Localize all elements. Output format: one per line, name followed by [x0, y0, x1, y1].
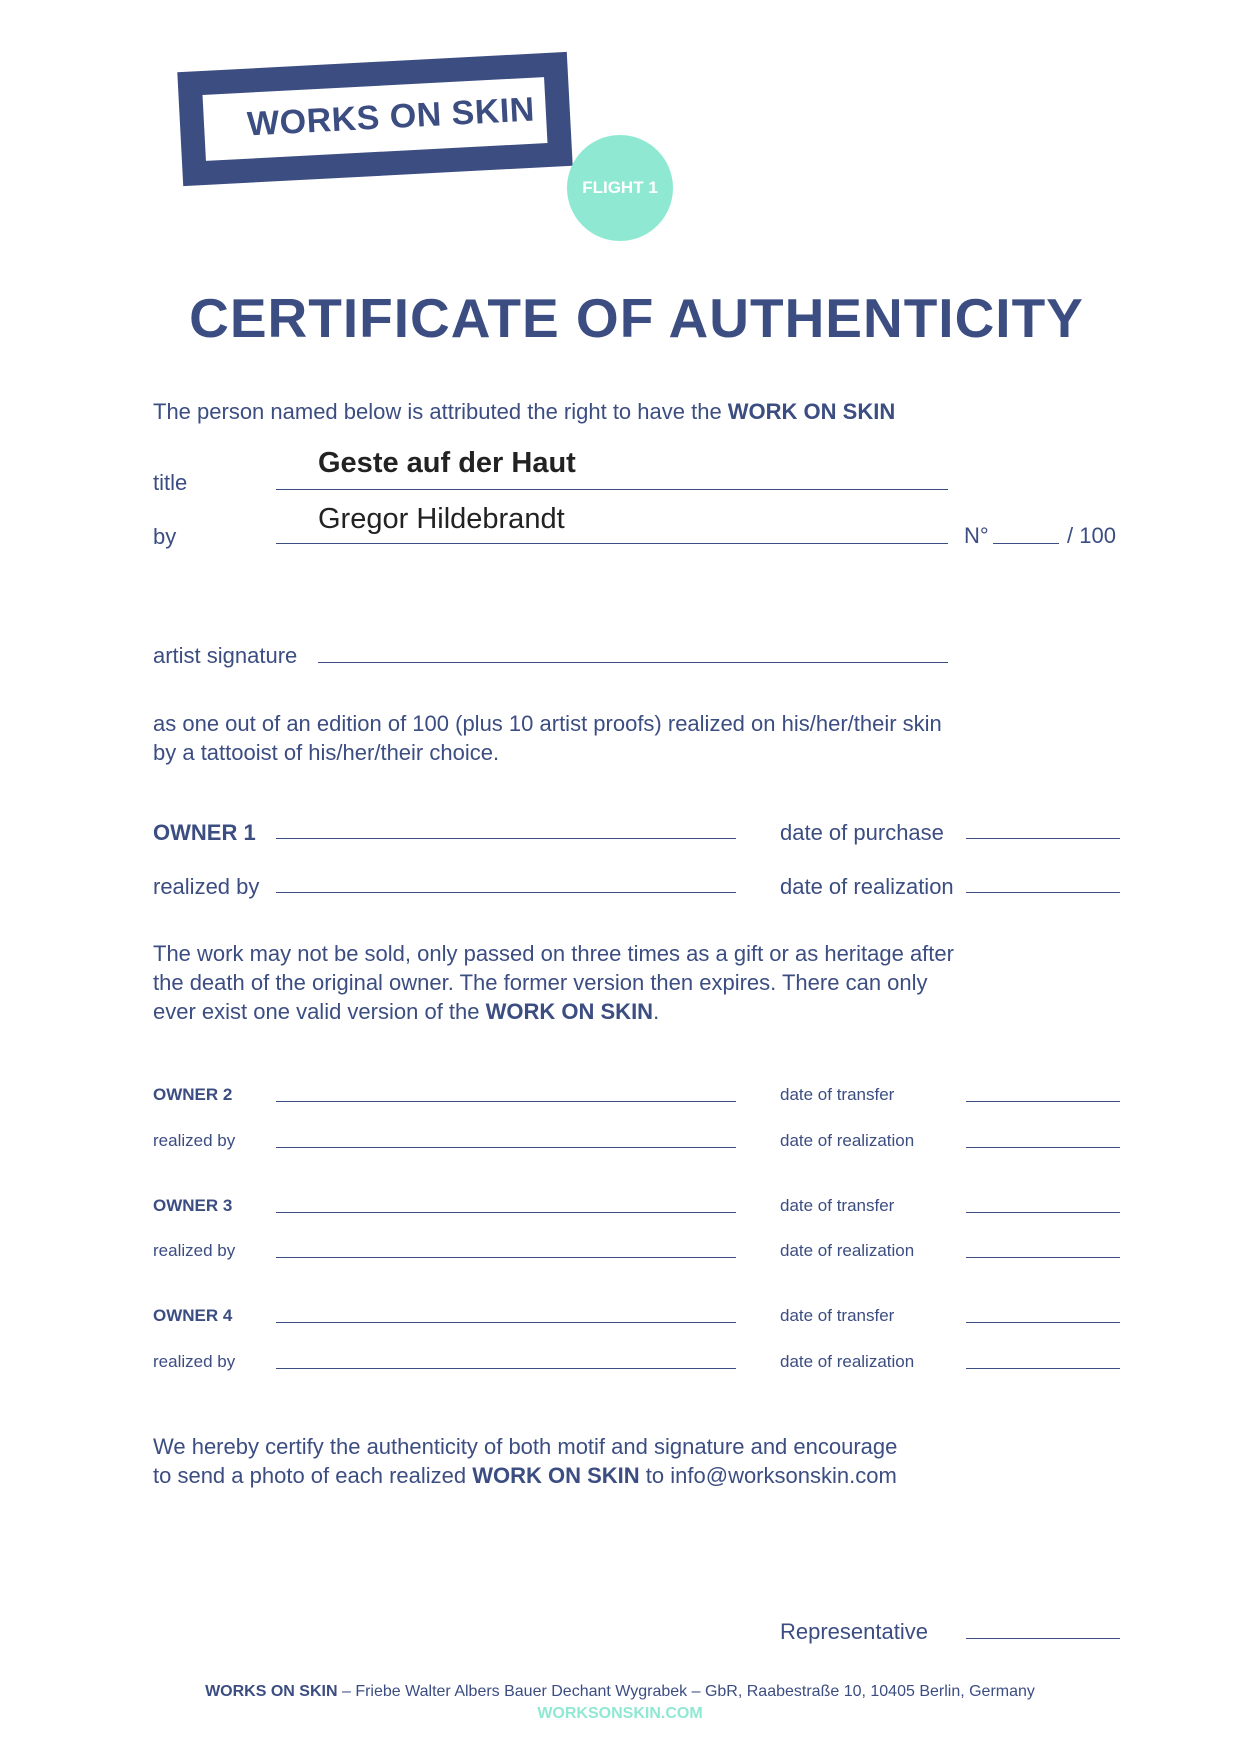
owner4-realized-label: realized by	[153, 1352, 236, 1371]
signature-label: artist signature	[153, 643, 298, 668]
intro-text	[153, 397, 895, 426]
owner3-realized-line[interactable]	[276, 1257, 736, 1258]
edition-text	[153, 709, 942, 767]
certificate-title: CERTIFICATE OF AUTHENTICITY	[189, 287, 1084, 349]
title-value[interactable]: Geste auf der Haut	[318, 447, 576, 479]
by-label: by	[153, 524, 177, 549]
owner1-label: OWNER 1	[153, 820, 256, 845]
owner3-date-realization-label: date of realization	[780, 1241, 915, 1260]
owner1-realized-line[interactable]	[276, 892, 736, 893]
owner4-date-realization-line[interactable]	[966, 1368, 1120, 1369]
signature-line[interactable]	[318, 662, 948, 663]
footer-brand: WORKS ON SKIN	[205, 1683, 338, 1700]
footer-address	[0, 1683, 1240, 1701]
footer-address-text: – Friebe Walter Albers Bauer Dechant Wygrabek – GbR, Raabestraße 10, 10405 Berlin, Germany	[337, 1683, 1035, 1700]
owner2-date-realization-label: date of realization	[780, 1131, 915, 1150]
owner3-line[interactable]	[276, 1212, 736, 1213]
owner3-realized-label: realized by	[153, 1241, 236, 1260]
owner1-date-purchase-label: date of purchase	[780, 820, 944, 845]
representative-line[interactable]	[966, 1638, 1120, 1639]
number-line[interactable]	[993, 543, 1059, 544]
owner4-label: OWNER 4	[153, 1306, 233, 1325]
owner1-line[interactable]	[276, 838, 736, 839]
flight-badge	[567, 135, 673, 241]
title-line	[276, 489, 948, 490]
intro-plain: The person named below is attributed the right to have the	[153, 399, 728, 424]
edition-line-2: by a tattooist of his/her/their choice.	[153, 740, 500, 765]
number-prefix: N°	[964, 523, 989, 548]
by-line	[276, 543, 948, 544]
owner1-date-realization-label: date of realization	[780, 874, 954, 899]
transfer-line-2: the death of the original owner. The former version then expires. There can only	[153, 970, 928, 995]
owner2-realized-label: realized by	[153, 1131, 236, 1150]
certify-line-2: to send a photo of each realized WORK ON SKIN to info@worksonskin.com	[153, 1463, 897, 1488]
owner2-date-realization-line[interactable]	[966, 1147, 1120, 1148]
edition-line-1: as one out of an edition of 100 (plus 10 artist proofs) realized on his/her/their skin	[153, 711, 942, 736]
transfer-line-3: ever exist one valid version of the WORK ON SKIN.	[153, 999, 660, 1024]
representative-label: Representative	[780, 1619, 928, 1644]
logo-text: WORKS ON SKIN	[246, 90, 536, 144]
owner3-date-realization-line[interactable]	[966, 1257, 1120, 1258]
title-label: title	[153, 470, 188, 495]
owner1-date-purchase-line[interactable]	[966, 838, 1120, 839]
flight-badge-label: FLIGHT 1	[582, 178, 658, 197]
owner2-realized-line[interactable]	[276, 1147, 736, 1148]
owner2-date-transfer-label: date of transfer	[780, 1085, 895, 1104]
owner1-date-realization-line[interactable]	[966, 892, 1120, 893]
owner4-date-realization-label: date of realization	[780, 1352, 915, 1371]
owner4-realized-line[interactable]	[276, 1368, 736, 1369]
intro-bold: WORK ON SKIN	[727, 399, 896, 424]
transfer-line-1: The work may not be sold, only passed on three times as a gift or as heritage after	[153, 941, 954, 966]
owner4-line[interactable]	[276, 1322, 736, 1323]
footer-website[interactable]: WORKSONSKIN.COM	[537, 1705, 703, 1722]
owner3-date-transfer-line[interactable]	[966, 1212, 1120, 1213]
owner2-date-transfer-line[interactable]	[966, 1101, 1120, 1102]
certify-line-1: We hereby certify the authenticity of both motif and signature and encourage	[153, 1434, 898, 1459]
owner3-date-transfer-label: date of transfer	[780, 1196, 895, 1215]
by-value[interactable]: Gregor Hildebrandt	[318, 503, 565, 535]
owner3-label: OWNER 3	[153, 1196, 233, 1215]
certify-text	[153, 1432, 897, 1490]
owner4-date-transfer-label: date of transfer	[780, 1306, 895, 1325]
owner2-line[interactable]	[276, 1101, 736, 1102]
owner1-realized-label: realized by	[153, 874, 260, 899]
transfer-text	[153, 939, 954, 1026]
owner2-label: OWNER 2	[153, 1085, 233, 1104]
owner4-date-transfer-line[interactable]	[966, 1322, 1120, 1323]
number-suffix: / 100	[1067, 523, 1116, 548]
